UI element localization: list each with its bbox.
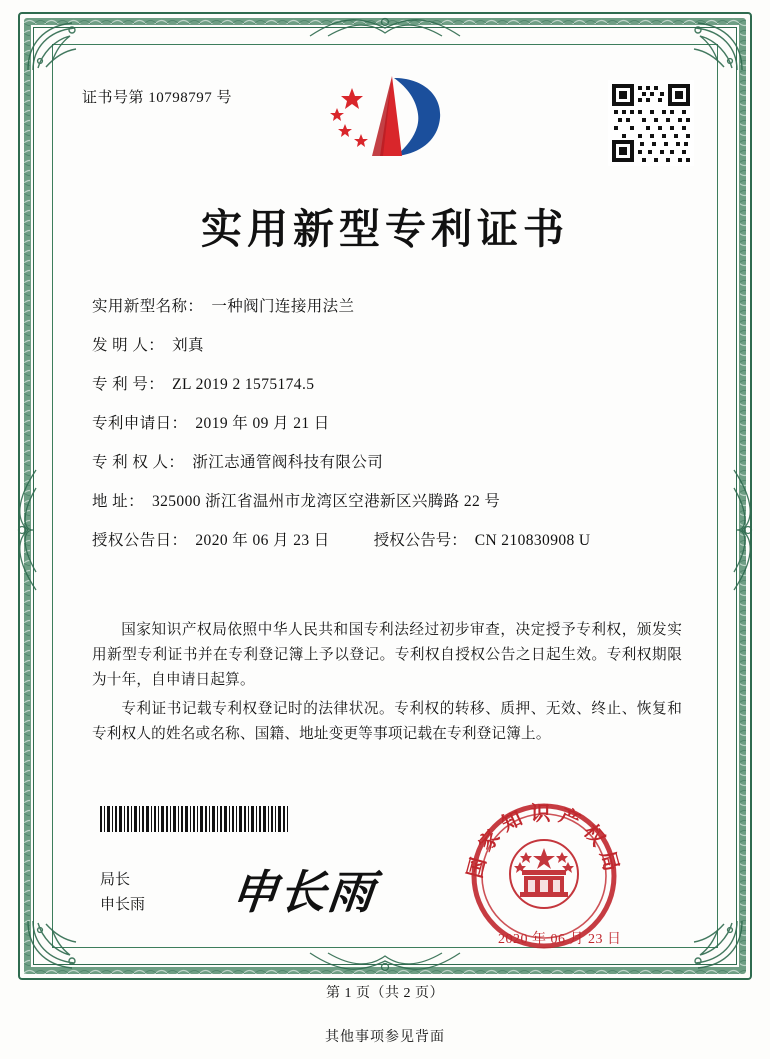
field-row-name <box>92 296 682 318</box>
director-name-label: 申长雨 <box>100 897 146 913</box>
field-value-secondary: CN 210830908 U <box>474 532 591 549</box>
field-row-application-date <box>92 413 682 435</box>
certificate-number: 证书号第 10798797 号 <box>82 90 233 106</box>
corner-flourish-icon <box>26 919 88 971</box>
edge-ornament-icon <box>14 460 40 600</box>
page-title: 实用新型专利证书 <box>201 205 569 253</box>
field-label-secondary: 授权公告号： <box>373 532 467 549</box>
legal-text-block <box>92 618 682 751</box>
field-label: 专 利 权 人： <box>92 454 185 471</box>
field-list <box>92 296 682 569</box>
field-value: 一种阀门连接用法兰 <box>211 298 355 315</box>
field-value: 刘真 <box>172 337 204 354</box>
edge-ornament-icon <box>300 14 470 40</box>
field-value: 浙江志通管阀科技有限公司 <box>192 454 384 471</box>
field-label: 实用新型名称： <box>92 298 204 315</box>
field-label: 授权公告日： <box>92 532 188 549</box>
qr-code-icon <box>608 80 694 166</box>
field-label: 专 利 号： <box>92 376 165 393</box>
corner-flourish-icon <box>26 20 88 72</box>
director-title-label: 局长 <box>100 872 131 888</box>
seal-date: 2020 年 06 月 23 日 <box>498 932 622 947</box>
field-row-address <box>92 491 682 513</box>
paragraph: 国家知识产权局依照中华人民共和国专利法经过初步审查，决定授予专利权，颁发实用新型专利证书并在专利登记簿上予以登记。专利权自授权公告之日起生效。专利权期限为十年，自申请日起算。 <box>92 622 682 688</box>
footer-note: 其他事项参见背面 <box>325 1030 445 1045</box>
edge-ornament-icon <box>300 949 470 975</box>
seal-arc-text: 国家知识产权局 <box>462 801 626 881</box>
barcode <box>100 806 290 832</box>
field-value: ZL 2019 2 1575174.5 <box>172 376 315 393</box>
field-label: 发 明 人： <box>92 337 165 354</box>
cnipa-logo-icon <box>328 72 450 164</box>
edge-ornament-icon <box>730 460 756 600</box>
field-value: 325000 浙江省温州市龙湾区空港新区兴腾路 22 号 <box>151 493 501 510</box>
field-row-patent-number <box>92 374 682 396</box>
handwritten-signature: 申长雨 <box>228 865 379 919</box>
signature-block <box>100 868 145 918</box>
corner-flourish-icon <box>682 20 744 72</box>
field-value: 2020 年 06 月 23 日 <box>195 532 330 549</box>
field-label: 地 址： <box>92 493 144 510</box>
corner-flourish-icon <box>682 919 744 971</box>
paragraph: 专利证书记载专利权登记时的法律状况。专利权的转移、质押、无效、终止、恢复和专利权人的姓名或名称、国籍、地址变更等事项记载在专利登记簿上。 <box>92 701 682 742</box>
field-value: 2019 年 09 月 21 日 <box>195 415 330 432</box>
page-indicator: 第 1 页（共 2 页） <box>326 986 444 1001</box>
field-label: 专利申请日： <box>92 415 188 432</box>
field-row-inventor <box>92 335 682 357</box>
field-row-patentee <box>92 452 682 474</box>
field-row-grant-announcement <box>92 530 682 552</box>
